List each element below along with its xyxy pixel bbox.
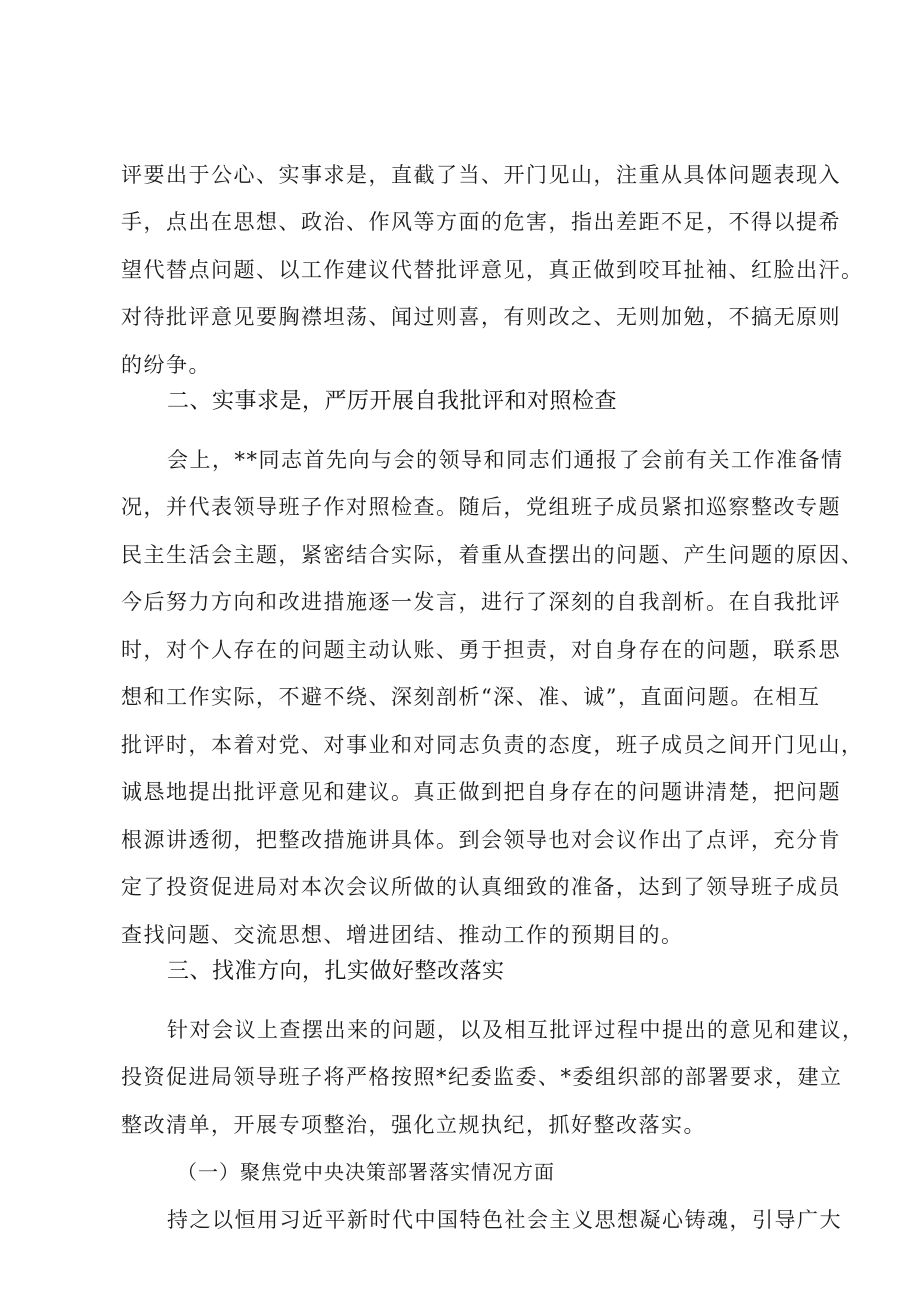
- paragraph-line: 批评时，本着对党、对事业和对同志负责的态度，班子成员之间开门见山，: [121, 733, 864, 757]
- paragraph-line: 整改清单，开展专项整治，强化立规执纪，抓好整改落实。: [121, 1113, 706, 1137]
- paragraph-line: 投资促进局领导班子将严格按照*纪委监委、*委组织部的部署要求，建立: [121, 1065, 843, 1089]
- paragraph-line: 手，点出在思想、政治、作风等方面的危害，指出差距不足，不得以提希: [121, 210, 841, 234]
- paragraph-line: 会上，**同志首先向与会的领导和同志们通报了会前有关工作准备情: [167, 448, 844, 472]
- paragraph-line: 民主生活会主题，紧密结合实际，着重从查摆出的问题、产生问题的原因、: [121, 543, 864, 567]
- paragraph-line: 况，并代表领导班子作对照检查。随后，党组班子成员紧扣巡察整改专题: [121, 495, 841, 519]
- paragraph-line: 持之以恒用习近平新时代中国特色社会主义思想凝心铸魂，引导广大: [167, 1208, 842, 1232]
- paragraph-line: 查找问题、交流思想、增进团结、推动工作的预期目的。: [121, 923, 684, 947]
- paragraph-line: 根源讲透彻，把整改措施讲具体。到会领导也对会议作出了点评，充分肯: [121, 828, 841, 852]
- subsection-heading-1: （一）聚焦党中央决策部署落实情况方面: [177, 1160, 555, 1184]
- section-heading-3: 三、找准方向，扎实做好整改落实: [167, 959, 505, 984]
- section-heading-2: 二、实事求是，严厉开展自我批评和对照检查: [167, 389, 618, 414]
- paragraph-line: 定了投资促进局对本次会议所做的认真细致的准备，达到了领导班子成员: [121, 875, 841, 899]
- paragraph-line: 今后努力方向和改进措施逐一发言，进行了深刻的自我剖析。在自我批评: [121, 590, 841, 614]
- paragraph-line: 对待批评意见要胸襟坦荡、闻过则喜，有则改之、无则加勉，不搞无原则: [121, 305, 841, 329]
- paragraph-line: 时，对个人存在的问题主动认账、勇于担责，对自身存在的问题，联系思: [121, 638, 841, 662]
- paragraph-line: 的纷争。: [121, 353, 211, 377]
- paragraph-line: 针对会议上查摆出来的问题，以及相互批评过程中提出的意见和建议，: [167, 1018, 865, 1042]
- paragraph-line: 诚恳地提出批评意见和建议。真正做到把自身存在的问题讲清楚，把问题: [121, 780, 841, 804]
- paragraph-line: 想和工作实际，不避不绕、深刻剖析“深、准、诚”，直面问题。在相互: [121, 685, 821, 709]
- paragraph-line: 望代替点问题、以工作建议代替批评意见，真正做到咬耳扯袖、红脸出汗。: [121, 258, 864, 282]
- paragraph-line: 评要出于公心、实事求是，直截了当、开门见山，注重从具体问题表现入: [121, 163, 841, 187]
